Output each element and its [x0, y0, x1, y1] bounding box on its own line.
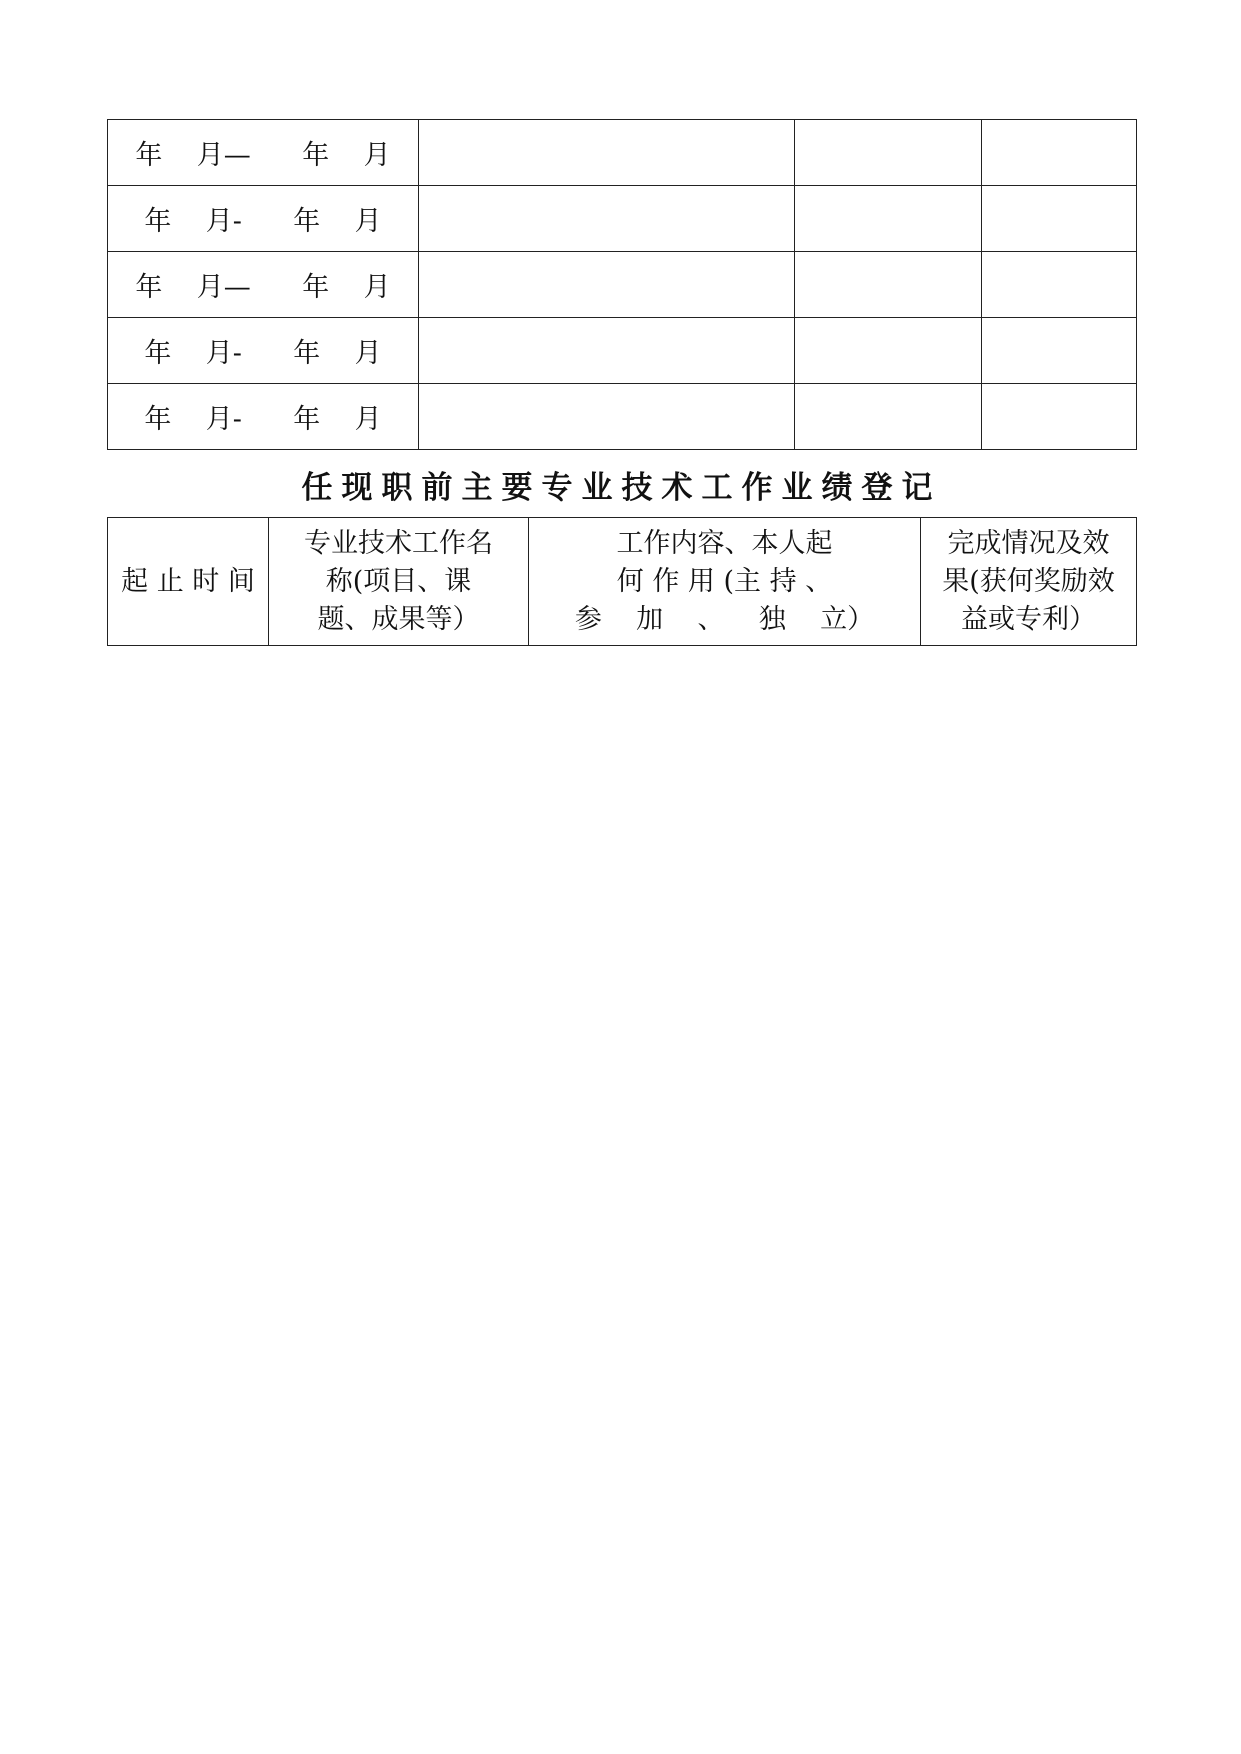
header-line: 称(项目、课: [325, 565, 472, 597]
date-range-cell: 年 月- 年 月: [108, 318, 419, 384]
header-line: 工作内容、本人起: [616, 527, 833, 559]
date-range-cell: 年 月- 年 月: [108, 384, 419, 450]
empty-cell: [795, 186, 982, 252]
empty-cell: [419, 384, 795, 450]
table-header-row: [108, 518, 1137, 646]
date-range-cell: 年 月— 年 月: [108, 120, 419, 186]
section-title: 任现职前主要专业技术工作业绩登记: [301, 470, 942, 506]
date-range-cell: 年 月- 年 月: [108, 186, 419, 252]
empty-cell: [419, 252, 795, 318]
header-line: 专业技术工作名: [304, 527, 493, 559]
table-row: [108, 252, 1137, 318]
empty-cell: [982, 318, 1137, 384]
header-line: 益或专利）: [961, 603, 1096, 635]
empty-cell: [795, 252, 982, 318]
empty-cell: [419, 120, 795, 186]
empty-cell: [419, 186, 795, 252]
header-project-name: [269, 518, 529, 646]
header-outcome: [921, 518, 1137, 646]
empty-cell: [795, 384, 982, 450]
header-line: 果(获何奖励效: [942, 565, 1115, 597]
work-experience-table: [107, 119, 1137, 450]
header-line: 题、成果等）: [317, 603, 480, 635]
table-row: [108, 186, 1137, 252]
date-range-cell: 年 月— 年 月: [108, 252, 419, 318]
table-row: [108, 384, 1137, 450]
table-row: [108, 318, 1137, 384]
empty-cell: [795, 120, 982, 186]
header-line: 何 作 用 (主 持 、: [616, 565, 833, 597]
empty-cell: [795, 318, 982, 384]
empty-cell: [982, 186, 1137, 252]
header-line: 参 加 、 独 立）: [574, 603, 875, 635]
empty-cell: [419, 318, 795, 384]
empty-cell: [982, 252, 1137, 318]
header-period-label: 起 止 时 间: [121, 565, 255, 597]
header-line: 完成情况及效: [947, 527, 1110, 559]
header-role: [529, 518, 921, 646]
table-row: [108, 120, 1137, 186]
empty-cell: [982, 120, 1137, 186]
achievements-table: [107, 517, 1137, 646]
empty-cell: [982, 384, 1137, 450]
header-period: [108, 518, 269, 646]
